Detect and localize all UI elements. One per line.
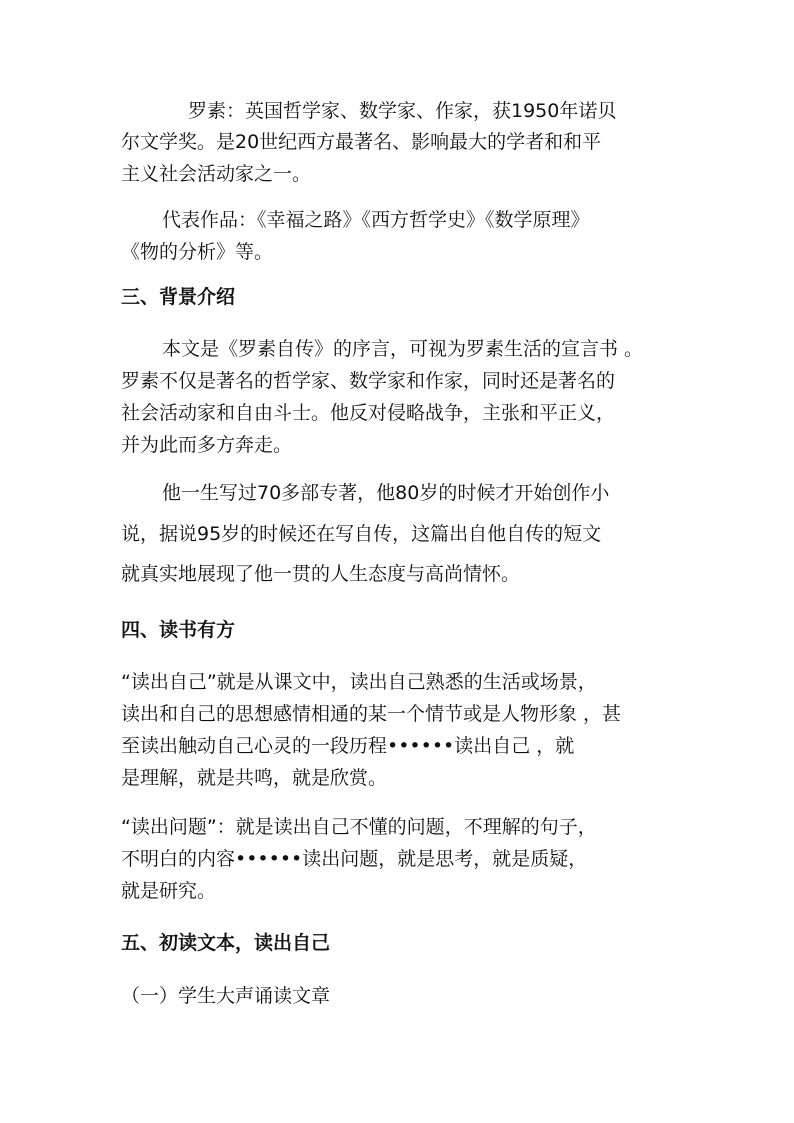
paragraph-line: 读出和自己的思想感情相通的某一个情节或是人物形象 ，甚 xyxy=(121,703,622,725)
works-line: 《物的分析》等。 xyxy=(121,241,274,263)
intro-line: 主义社会活动家之一。 xyxy=(121,163,312,185)
paragraph-line: 本文是《罗素自传》的序言，可视为罗素生活的宣言书 。 xyxy=(162,338,644,360)
intro-line: 尔文学奖。是20世纪西方最著名、影响最大的学者和和平 xyxy=(121,131,602,153)
subheading: （一）学生大声诵读文章 xyxy=(121,985,331,1007)
section-heading-background: 三、背景介绍 xyxy=(121,286,236,308)
section-heading-reading-method: 四、读书有方 xyxy=(121,619,236,641)
paragraph-line: 说，据说95岁的时候还在写自传，这篇出自他自传的短文 xyxy=(121,523,602,545)
paragraph-line: 罗素不仅是著名的哲学家、数学家和作家，同时还是著名的 xyxy=(121,370,616,392)
paragraph-line: “读出自己”就是从课文中，读出自己熟悉的生活或场景， xyxy=(121,671,597,693)
paragraph-line: 社会活动家和自由斗士。他反对侵略战争，主张和平正义， xyxy=(121,402,616,424)
paragraph-line: 不明白的内容••••••读出问题，就是思考，就是质疑， xyxy=(121,848,588,870)
intro-line: 罗素：英国哲学家、数学家、作家，获1950年诺贝 xyxy=(188,100,617,122)
paragraph-line: 就真实地展现了他一贯的人生态度与高尚情怀。 xyxy=(121,563,521,585)
paragraph-line: 就是研究。 xyxy=(121,880,217,902)
paragraph-line: 是理解，就是共鸣，就是欣赏。 xyxy=(121,767,388,789)
paragraph-line: 他一生写过70多部专著，他80岁的时候才开始创作小 xyxy=(162,482,610,504)
section-heading-first-reading: 五、初读文本，读出自己 xyxy=(121,932,331,954)
paragraph-line: “读出问题”：就是读出自己不懂的问题，不理解的句子， xyxy=(121,816,597,838)
works-line: 代表作品：《幸福之路》《西方哲学史》《数学原理》 xyxy=(162,209,590,231)
paragraph-line: 至读出触动自己心灵的一段历程••••••读出自己 ，就 xyxy=(121,735,575,757)
paragraph-line: 并为此而多方奔走。 xyxy=(121,434,293,456)
